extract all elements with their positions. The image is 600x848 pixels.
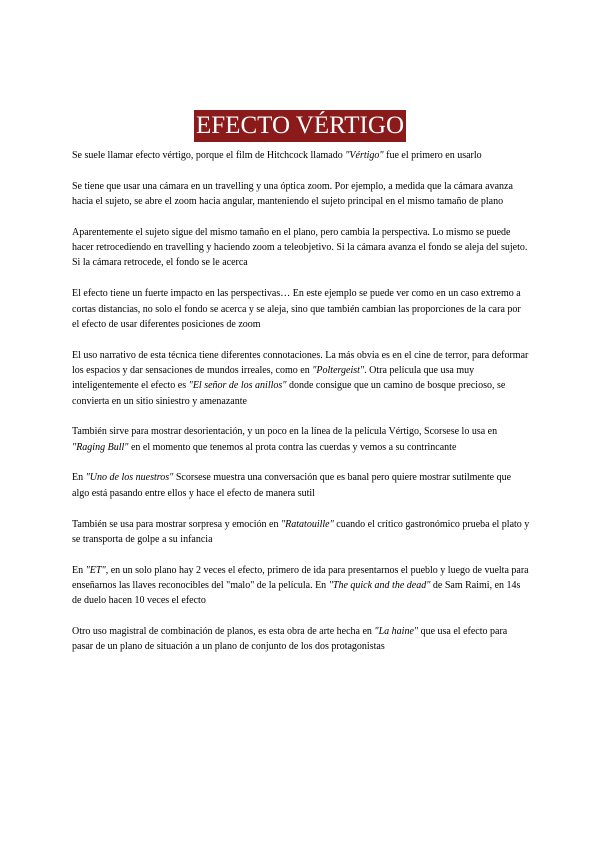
paragraph — [72, 517, 530, 548]
paragraph-text: de Sam Raimi, en 14s de duelo hacen 10 veces el efecto — [72, 579, 521, 607]
paragraph — [72, 286, 530, 332]
title-wrap — [0, 110, 600, 142]
italic-title-text: "Ratatouille" — [280, 518, 334, 530]
italic-title-text: "Poltergeist" — [312, 364, 365, 376]
paragraph — [72, 424, 530, 455]
paragraph-text: El uso narrativo de esta técnica tiene diferentes connotaciones. La más obvia es en el cine de terror, para deformar los espacios y dar sensaciones de mundos irreales, como en — [72, 349, 529, 376]
italic-title-text: "El señor de los anillos" — [188, 380, 287, 392]
italic-title-text: "Uno de los nuestros" — [85, 472, 174, 484]
paragraph-text: . Otra película que usa muy inteligentemente el efecto es — [72, 364, 475, 392]
paragraph-text: El efecto tiene un fuerte impacto en las perspectivas… En este ejemplo se puede ver como en un caso extremo a cortas distancias, no solo el fondo se acerca y se aleja, sino que también cambian las proporciones de la cara por el efecto de usar diferentes posiciones de zoom — [72, 288, 521, 330]
italic-title-text: "ET" — [85, 564, 106, 576]
paragraph — [72, 348, 530, 409]
paragraph — [72, 624, 530, 655]
paragraph-text: que usa el efecto para pasar de un plano de situación a un plano de conjunto de los dos protagonistas — [72, 626, 508, 653]
italic-title-text: "La haine" — [374, 626, 419, 638]
paragraph-text: Aparentemente el sujeto sigue del mismo tamaño en el plano, pero cambia la perspectiva. Lo mismo se puede hacer retrocediendo en travelling y haciendo zoom a teleobjetivo. Si la cámara avanza el fondo se aleja del sujeto. Si la cámara retrocede, el fondo se le acerca — [72, 226, 528, 269]
italic-title-text: "The quick and the dead" — [328, 579, 431, 591]
paragraph — [72, 225, 530, 271]
paragraph-text: También se usa para mostrar sorpresa y emoción en — [72, 518, 281, 530]
paragraph-text: , en un solo plano hay 2 veces el efecto, primero de ida para presentarnos el pueblo y luego de vuelta para enseñarnos las llaves reconocibles del "malo" de la película. En — [72, 564, 529, 591]
paragraph-text: Se suele llamar efecto vértigo, porque el film de Hitchcock llamado — [72, 150, 346, 161]
paragraph — [72, 148, 530, 163]
italic-title-text: "Raging Bull" — [72, 441, 129, 453]
paragraph — [72, 470, 530, 501]
paragraph-text: Scorsese muestra una conversación que es banal pero quiere mostrar sutilmente que algo está pasando entre ellos y hace el efecto de manera sutil — [72, 472, 512, 499]
italic-title-text: "Vértigo" — [345, 150, 384, 161]
paragraph-text: fue el primero en usarlo — [383, 150, 482, 161]
paragraph-text: En — [72, 564, 86, 576]
paragraph — [72, 563, 530, 609]
page-title: EFECTO VÉRTIGO — [194, 110, 406, 142]
paragraph-text: También sirve para mostrar desorientación, y un poco en la línea de la película Vértigo, Scorsese lo usa en — [72, 426, 498, 438]
paragraph-text: donde consigue que un camino de bosque precioso, se convierta en un sitio siniestro y amenazante — [72, 380, 506, 407]
paragraph-text: en el momento que tenemos al prota contra las cuerdas y vemos a su contrincante — [128, 441, 457, 453]
paragraph-text: cuando el crítico gastronómico prueba el plato y se transporta de golpe a su infancia — [72, 518, 530, 545]
paragraph — [72, 179, 530, 210]
paragraph-text: Otro uso magistral de combinación de planos, es esta obra de arte hecha en — [72, 626, 375, 638]
document-body — [72, 148, 530, 670]
paragraph-text: En — [72, 472, 86, 484]
paragraph-text: Se tiene que usar una cámara en un travelling y una óptica zoom. Por ejemplo, a medida que la cámara avanza hacia el sujeto, se abre el zoom hacia angular, manteniendo el sujeto principal en el mismo tamaño de plano — [72, 180, 513, 208]
